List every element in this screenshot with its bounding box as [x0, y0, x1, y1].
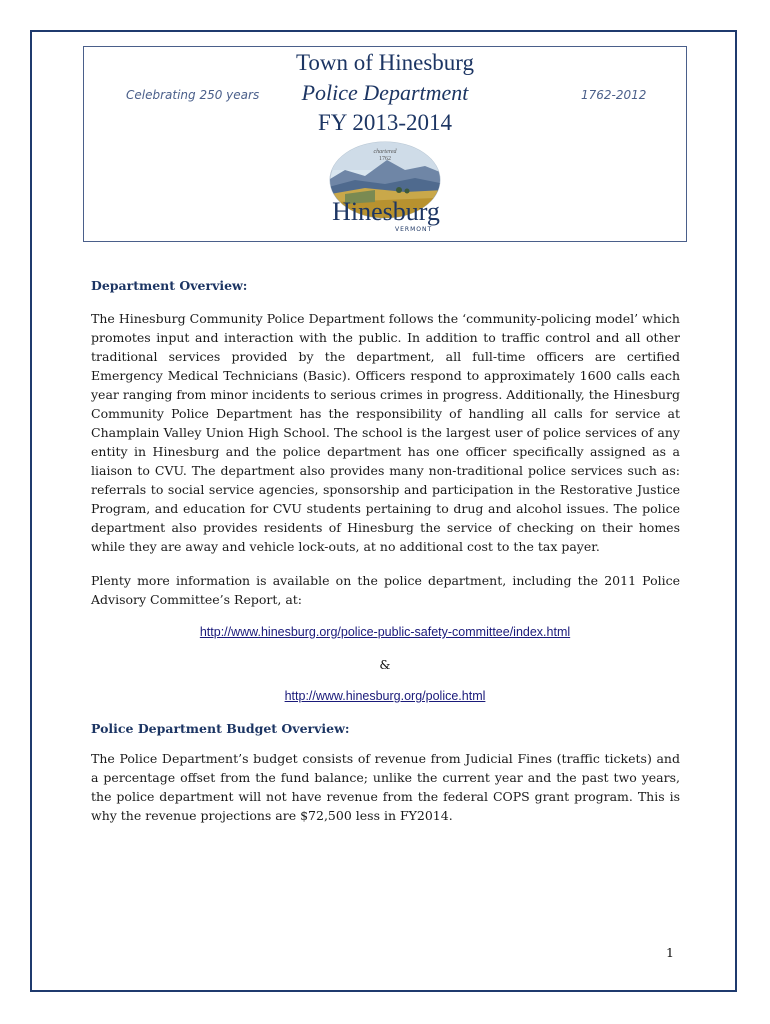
- budget-paragraph: The Police Department’s budget consists of revenue from Judicial Fines (traffic tickets) and a percentage offset from the fund balance; unlike the current year and the past two years, the police department will not have revenue from the federal COPS grant program. This is why the revenue projections are $72,500 less in FY2014.: [91, 751, 680, 823]
- years-range: 1762-2012: [581, 88, 647, 102]
- logo-name: Hinesburg: [332, 197, 440, 226]
- ampersand: &: [379, 657, 391, 672]
- fiscal-year-title: FY 2013-2014: [318, 110, 452, 135]
- logo-chartered-text: chartered: [373, 149, 397, 155]
- logo-year-text: 1762: [379, 156, 391, 162]
- town-title: Town of Hinesburg: [295, 50, 475, 75]
- logo-state: VERMONT: [395, 226, 433, 233]
- overview-paragraph: The Hinesburg Community Police Department follows the ‘community-policing model’ which promotes input and interaction with the public. In addition to traffic control and all other traditional services provided by the department, all full-time officers are certified Emergency Medical Technicians (Basic). Officers respond to approximately 1600 calls each year ranging from minor incidents to serious crimes in progress. Additionally, the Hinesburg Community Police Department has the responsibility of handling all calls for service at Champlain Valley Union High School. The school is the largest user of police services of any entity in Hinesburg and the police department has one officer specifically assigned as a liaison to CVU. The department also provides many non-traditional police services such as: referrals to social service agencies, sponsorship and participation in the Restorative Justice Program, and education for CVU students pertaining to drug and alcohol issues. The police department also provides residents of Hinesburg the service of checking on their homes while they are away and vehicle lock-outs, at no additional cost to the tax payer.: [91, 311, 680, 554]
- department-overview-heading: Department Overview:: [91, 278, 248, 293]
- more-info-paragraph: Plenty more information is available on the police department, including the 2011 Police Advisory Committee’s Report, at:: [91, 573, 680, 607]
- page-number: 1: [666, 945, 674, 960]
- police-link[interactable]: http://www.hinesburg.org/police.html: [284, 689, 486, 703]
- celebrating-text: Celebrating 250 years: [126, 88, 260, 102]
- link-police[interactable]: [0, 689, 770, 703]
- department-title: Police Department: [301, 80, 469, 105]
- budget-overview-heading: Police Department Budget Overview:: [91, 721, 350, 736]
- committee-link[interactable]: http://www.hinesburg.org/police-public-safety-committee/index.html: [199, 625, 571, 639]
- link-committee[interactable]: [0, 625, 770, 639]
